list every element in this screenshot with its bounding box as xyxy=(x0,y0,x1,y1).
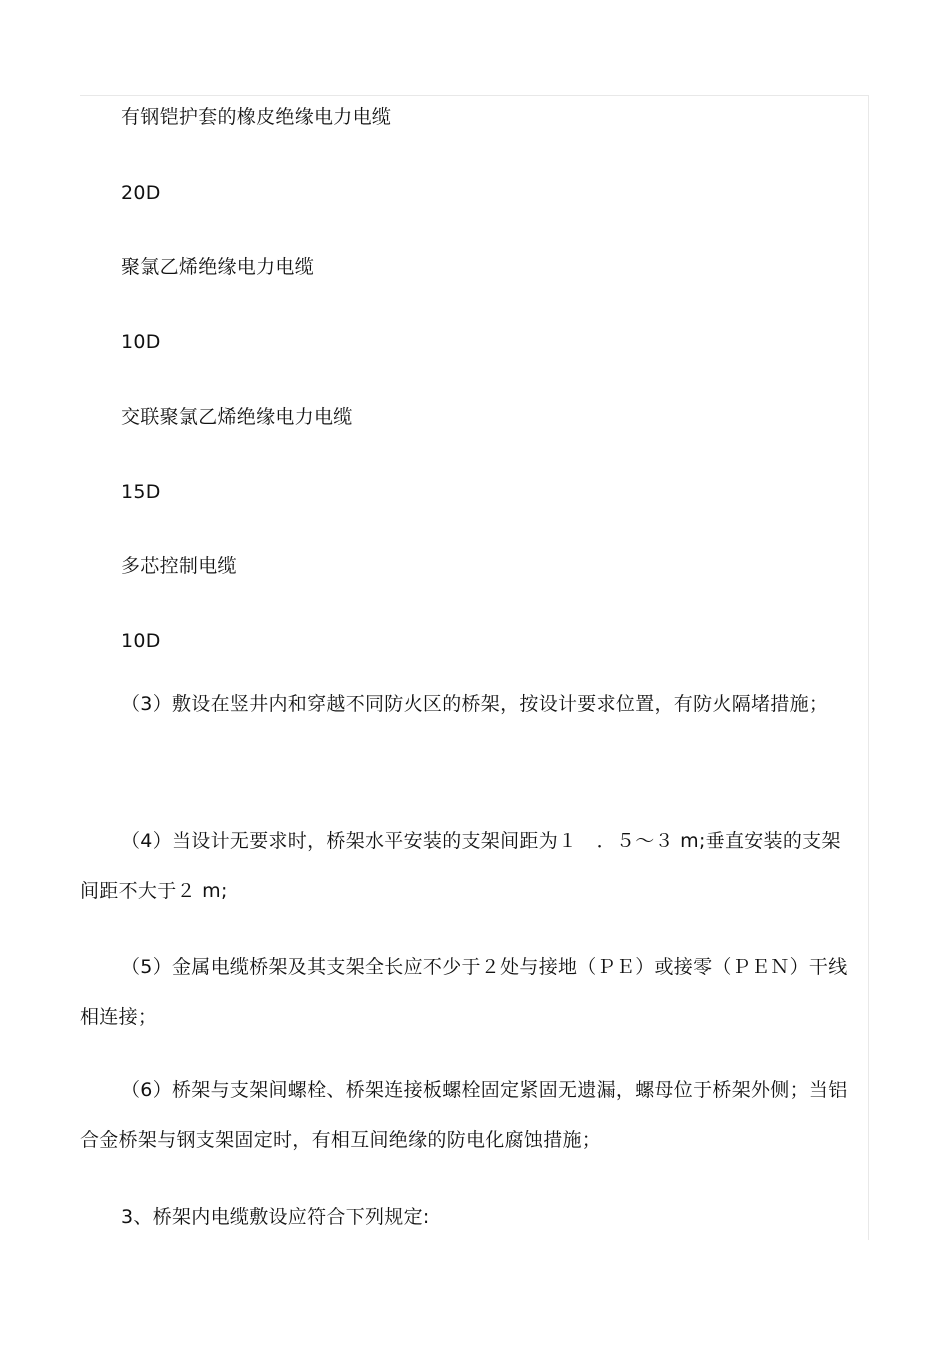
cable-type-multicore-control: 多芯控制电缆 xyxy=(121,555,237,577)
cable-type-pvc: 聚氯乙烯绝缘电力电缆 xyxy=(121,256,315,278)
bend-radius-15d: 15D xyxy=(121,481,161,503)
bend-radius-10d: 10D xyxy=(121,331,161,353)
paragraph-6: （6）桥架与支架间螺栓、桥架连接板螺栓固定紧固无遗漏，螺母位于桥架外侧；当铝合金桥架与钢支架固定时，有相互间绝缘的防电化腐蚀措施； xyxy=(80,1079,848,1151)
paragraph-4: （4）当设计无要求时，桥架水平安装的支架间距为１ ．５～３ m;垂直安装的支架间距不大于２ m; xyxy=(80,830,841,902)
cable-type-steel-armored-rubber: 有钢铠护套的橡皮绝缘电力电缆 xyxy=(121,106,392,128)
cable-type-xlpe: 交联聚氯乙烯绝缘电力电缆 xyxy=(121,406,353,428)
paragraph-3: （3）敷设在竖井内和穿越不同防火区的桥架，按设计要求位置，有防火隔堵措施； xyxy=(121,693,829,715)
bend-radius-10d-control: 10D xyxy=(121,630,161,652)
paragraph-5: （5）金属电缆桥架及其支架全长应不少于２处与接地（ＰＥ）或接零（ＰＥＮ）干线相连接； xyxy=(80,956,848,1028)
bend-radius-20d: 20D xyxy=(121,182,161,204)
section-heading: 3、桥架内电缆敷设应符合下列规定: xyxy=(121,1206,430,1228)
